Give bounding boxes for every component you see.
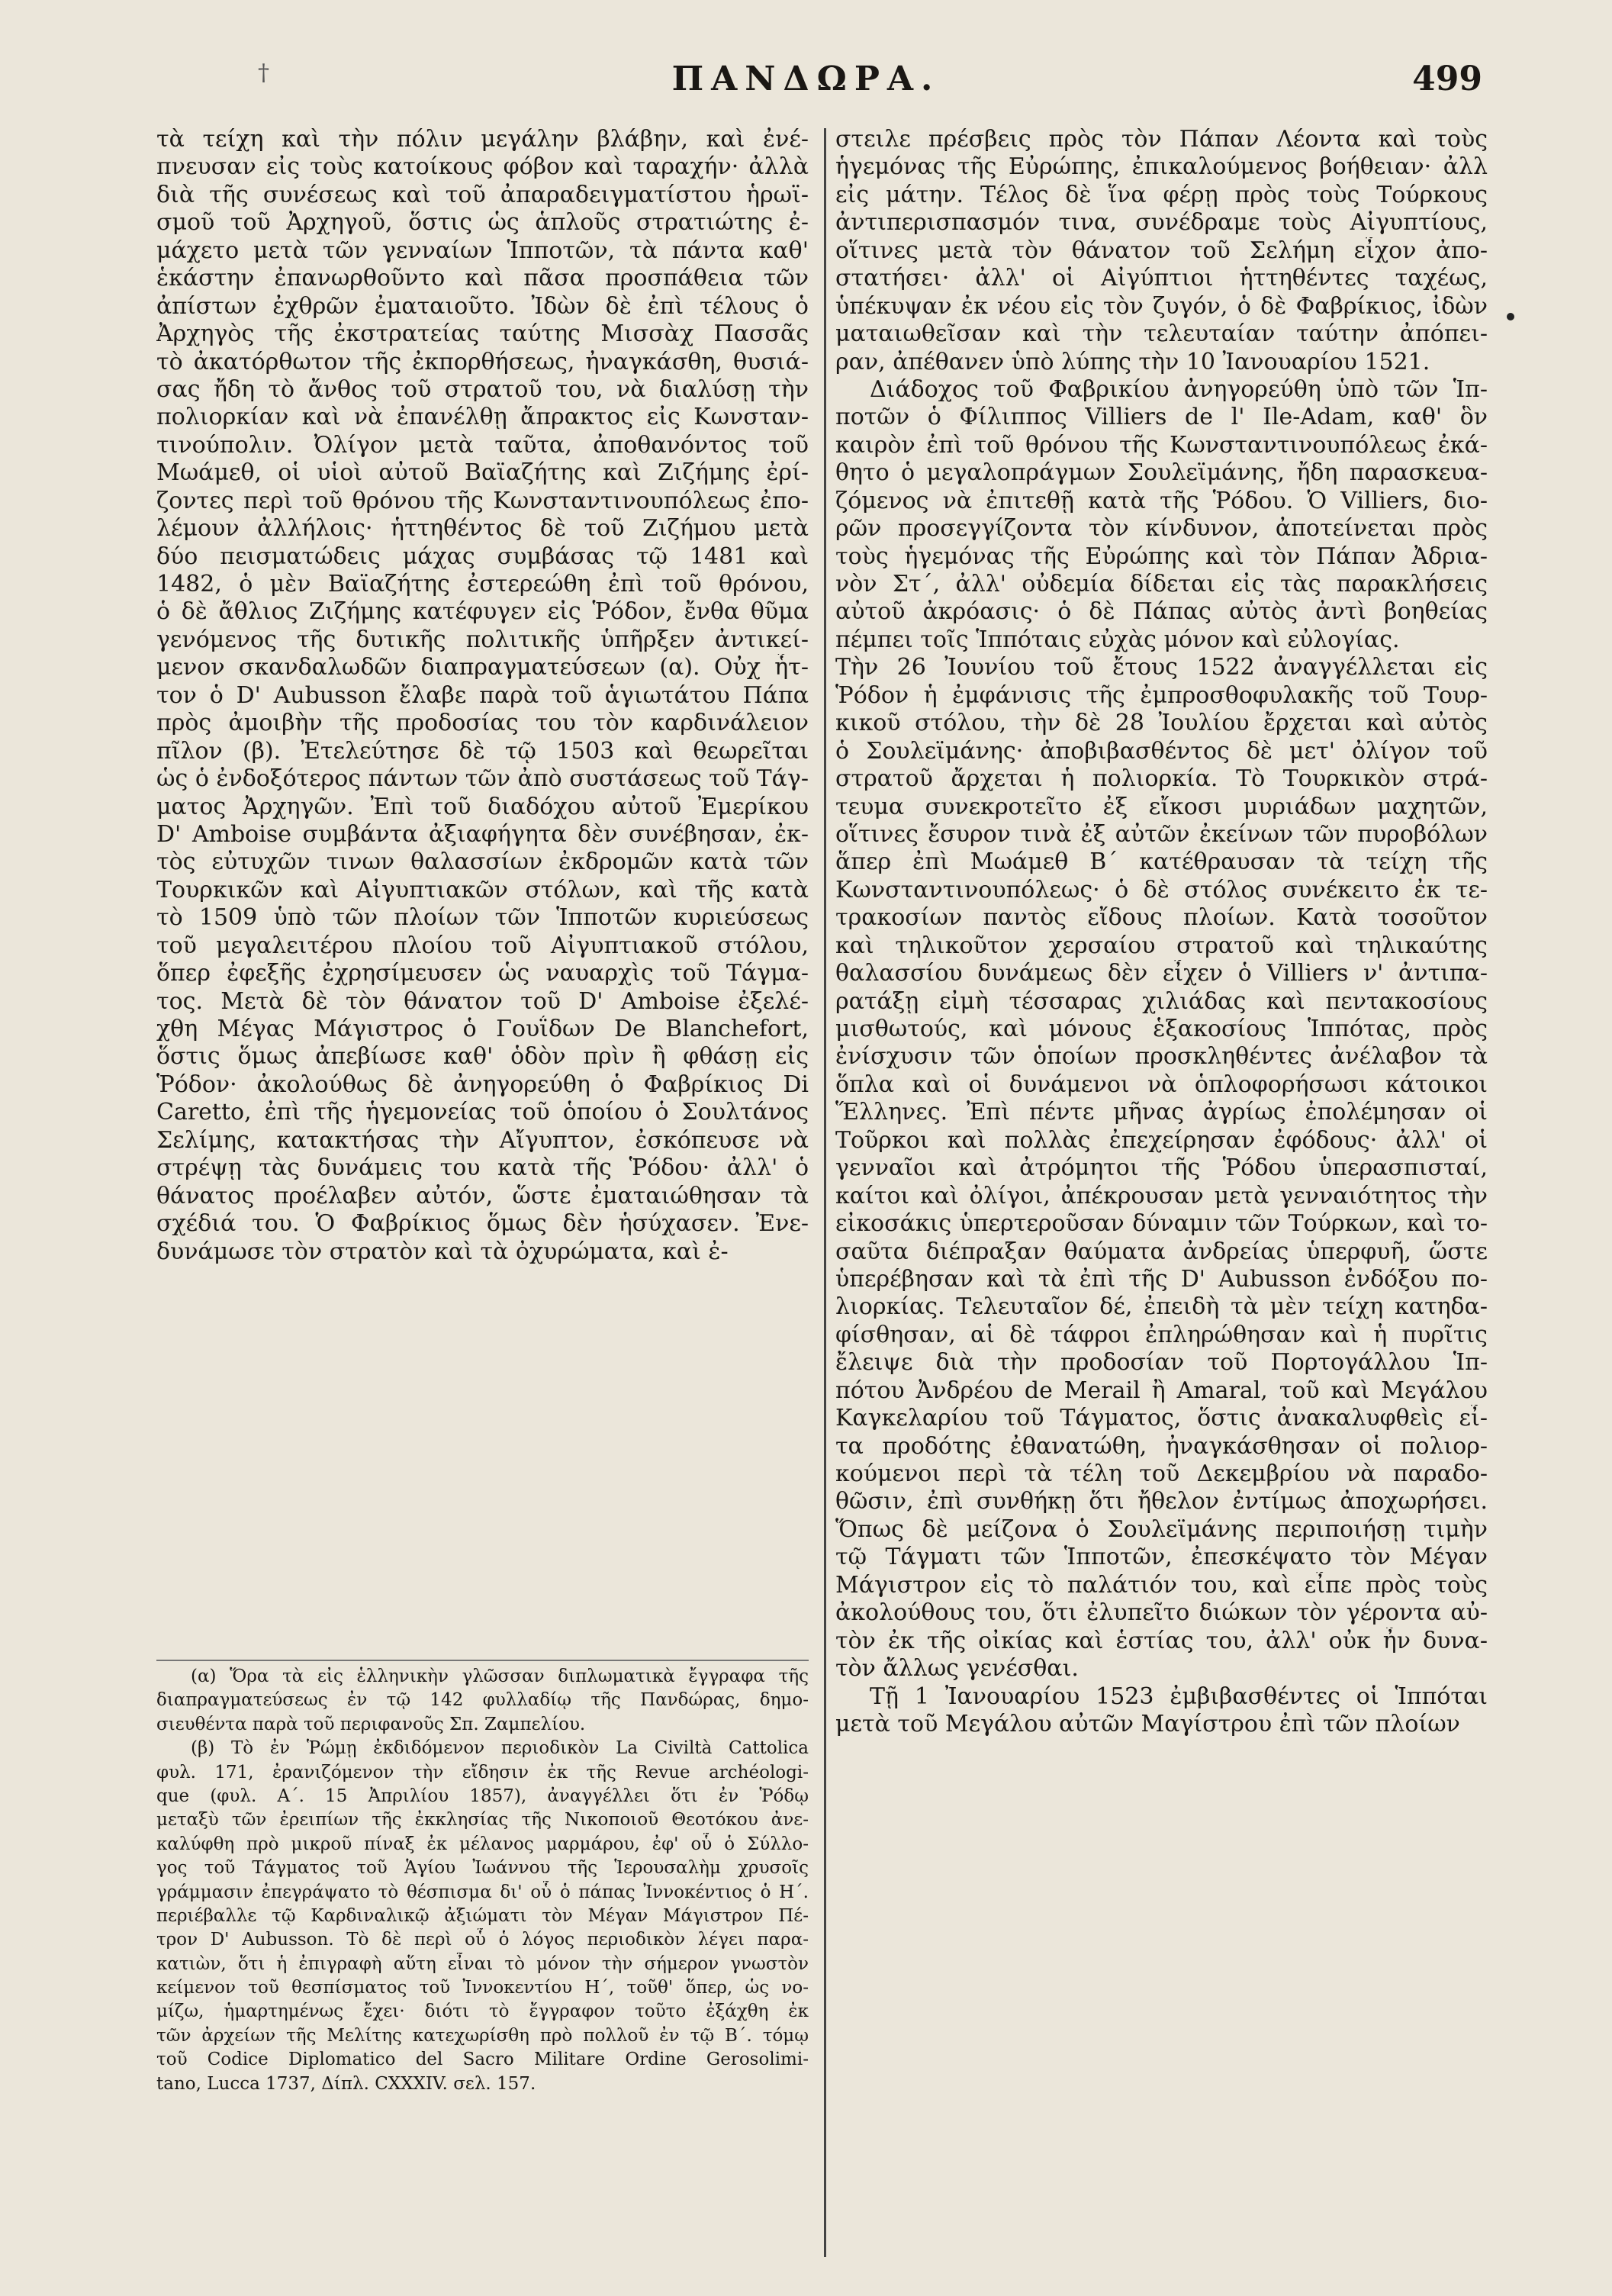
text-line: ἀκολούθους του, ὅτι ἐλυπεῖτο διώκων τὸν γέροντα αὐ- <box>835 1599 1488 1627</box>
footnote-line: τοῦ Codice Diplomatico del Sacro Militare Ordine Gerosolimi- <box>156 2050 809 2070</box>
text-line: στατήσει· ἀλλ' οἱ Αἰγύπτιοι ἡττηθέντες ταχέως, <box>835 265 1488 292</box>
text-line: χθη Μέγας Μάγιστρος ὁ Γουΐδων De Blanchefort, <box>156 1016 809 1042</box>
text-line: ἡγεμόνας τῆς Εὐρώπης, ἐπικαλούμενος βοήθειαν· ἀλλ <box>835 153 1488 181</box>
footnote-line: διαπραγματεύσεως ἐν τῷ 142 φυλλαδίῳ τῆς Πανδώρας, δημο- <box>156 1690 809 1711</box>
text-line: Τουρκικῶν καὶ Αἰγυπτιακῶν στόλων, καὶ τῆς κατὰ <box>156 876 809 903</box>
footnote-line: περιέβαλλε τῷ Καρδιναλικῷ ἀξιώματι τὸν Μέγαν Μάγιστρον Πέ- <box>156 1905 809 1926</box>
text-line: τοὺς ἡγεμόνας τῆς Εὐρώπης καὶ τὸν Πάπαν Ἀδρια- <box>835 543 1488 570</box>
footnote-line: γράμμασιν ἐπεγράψατο τὸ θέσπισμα δι' οὗ ὁ πάπας Ἰννοκέντιος ὁ Η΄. <box>156 1882 809 1902</box>
text-line: 1482, ὁ μὲν Βαϊαζήτης ἐστερεώθη ἐπὶ τοῦ θρόνου, <box>156 571 809 597</box>
text-line: ματος Ἀρχηγῶν. Ἐπὶ τοῦ διαδόχου αὐτοῦ Ἐμερίκου <box>156 793 809 820</box>
text-line: γενόμενος τῆς δυτικῆς πολιτικῆς ὑπῆρξεν ἀντικεί- <box>156 626 809 653</box>
text-line: γενναῖοι καὶ ἀτρόμητοι τῆς Ῥόδου ὑπερασπισταί, <box>835 1154 1488 1182</box>
text-line: θητο ὁ μεγαλοπράγμων Σουλεϊμάνης, ἤδη παρασκευα- <box>835 459 1488 487</box>
text-line: ρῶν προσεγγίζοντα τὸν κίνδυνον, ἀποτείνεται πρὸς <box>835 515 1488 543</box>
text-line: θῶσιν, ἐπὶ συνθήκῃ ὅτι ἤθελον ἐντίμως ἀποχωρήσει. <box>835 1488 1488 1515</box>
text-line: καὶ τηλικοῦτον χερσαίου στρατοῦ καὶ τηλικαύτης <box>835 932 1488 959</box>
text-line: λέμουν ἀλλήλοις· ἡττηθέντος δὲ τοῦ Ζιζήμου μετὰ <box>156 515 809 543</box>
text-line: Ῥόδον ἡ ἐμφάνισις τῆς ἐμπροσθοφυλακῆς τοῦ Τουρ- <box>835 681 1488 709</box>
column-divider <box>824 128 826 2257</box>
footnote-line: (α) Ὅρα τὰ εἰς ἑλληνικὴν γλῶσσαν διπλωματικὰ ἔγγραφα τῆς <box>191 1666 809 1686</box>
text-line: ὅπλα καὶ οἱ δυνάμενοι νὰ ὁπλοφορήσωσι κάτοικοι <box>835 1071 1488 1098</box>
text-line: τὸν ἐκ τῆς οἰκίας καὶ ἑστίας του, ἀλλ' οὐκ ἦν δυνα- <box>835 1627 1488 1654</box>
text-line: στρατοῦ ἄρχεται ἡ πολιορκία. Τὸ Τουρκικὸν στρά- <box>835 765 1488 793</box>
text-line: τὸ 1509 ὑπὸ τῶν πλοίων τῶν Ἱπποτῶν κυριεύσεως <box>156 904 809 932</box>
text-line: D' Amboise συμβάντα ἀξιαφήγητα δὲν συνέβησαν, ἐκ- <box>156 820 809 848</box>
text-line: τα προδότης ἐθανατώθη, ἠναγκάσθησαν οἱ πολιορ- <box>835 1432 1488 1460</box>
text-line: τινούπολιν. Ὀλίγον μετὰ ταῦτα, ἀποθανόντος τοῦ <box>156 431 809 459</box>
text-line: τὸς εὐτυχῶν τινων θαλασσίων ἐκδρομῶν κατὰ τῶν <box>156 849 809 876</box>
text-line: τὸ ἀκατόρθωτον τῆς ἐκπορθήσεως, ἠναγκάσθη, θυσιά- <box>156 348 809 375</box>
text-line: καιρὸν ἐπὶ τοῦ θρόνου τῆς Κωνσταντινουπόλεως ἐκά- <box>835 431 1488 459</box>
text-line: Διάδοχος τοῦ Φαβρικίου ἀνηγορεύθη ὑπὸ τῶν Ἱπ- <box>870 375 1488 403</box>
text-line: σαῦτα διέπραξαν θαύματα ἀνδρείας ὑπερφυῆ, ὥστε <box>835 1238 1488 1265</box>
text-line: ἅπερ ἐπὶ Μωάμεθ Β΄ κατέθραυσαν τὰ τείχη τῆς <box>835 849 1488 876</box>
text-line: τος. Μετὰ δὲ τὸν θάνατον τοῦ D' Amboise ἐξελέ- <box>156 987 809 1015</box>
text-line: τὸν ἄλλως γενέσθαι. <box>835 1655 1079 1683</box>
page-header <box>0 60 1612 113</box>
text-line: λιορκίας. Τελευταῖον δέ, ἐπειδὴ τὰ μὲν τείχη κατηδα- <box>835 1293 1488 1321</box>
text-line: εἰς μάτην. Τέλος δὲ ἵνα φέρῃ πρὸς τοὺς Τούρκους <box>835 181 1488 208</box>
text-line: ὡς ὁ ἐνδοξότερος πάντων τῶν ἀπὸ συστάσεως τοῦ Τάγ- <box>156 765 809 793</box>
text-line: ἑκάστην ἐπανωρθοῦντο καὶ πᾶσα προσπάθεια τῶν <box>156 265 809 292</box>
text-line: κούμενοι περὶ τὰ τέλη τοῦ Δεκεμβρίου νὰ παραδο- <box>835 1460 1488 1487</box>
footnote-line: μίζω, ἡμαρτημένως ἔχει· διότι τὸ ἔγγραφον τοῦτο ἐξάχθη ἐκ <box>156 2001 809 2022</box>
footnote-line: (β) Τὸ ἐν Ῥώμῃ ἐκδιδόμενον περιοδικὸν La Civiltà Cattolica <box>191 1738 809 1759</box>
left-column <box>156 126 809 1266</box>
text-line: πολιορκίαν καὶ νὰ ἐπανέλθῃ ἄπρακτος εἰς Κωνσταν- <box>156 404 809 431</box>
text-line: ὑπέκυψαν ἐκ νέου εἰς τὸν ζυγόν, ὁ δὲ Φαβρίκιος, ἰδὼν <box>835 292 1488 320</box>
page-number: 499 <box>1412 60 1482 98</box>
text-line: καίτοι καὶ ὀλίγοι, ἀπέκρουσαν μετὰ γενναιότητος τὴν <box>835 1182 1488 1209</box>
text-line: ἀντιπερισπασμόν τινα, συνέδραμε τοὺς Αἰγυπτίους, <box>835 209 1488 237</box>
footnote-line: γος τοῦ Τάγματος τοῦ Ἁγίου Ἰωάννου τῆς Ἱερουσαλὴμ χρυσοῖς <box>156 1858 809 1879</box>
text-line: ζοντες περὶ τοῦ θρόνου τῆς Κωνσταντινουπόλεως ἐπο- <box>156 487 809 514</box>
text-line: ὑπερέβησαν καὶ τὰ ἐπὶ τῆς D' Aubusson ἐνδόξου πο- <box>835 1265 1488 1293</box>
text-line: μάχετο μετὰ τῶν γενναίων Ἱπποτῶν, τὰ πάντα καθ' <box>156 237 809 264</box>
footnote-line: μεταξὺ τῶν ἐρειπίων τῆς ἐκκλησίας τῆς Νικοποιοῦ Θεοτόκου ἀνε- <box>156 1810 809 1831</box>
text-line: πέμπει τοῖς Ἱππόταις εὐχὰς μόνον καὶ εὐλογίας. <box>835 626 1400 653</box>
text-line: σχέδιά του. Ὁ Φαβρίκιος ὅμως δὲν ἡσύχασεν. Ἐνε- <box>156 1210 809 1238</box>
text-line: στρέψῃ τὰς δυνάμεις του κατὰ τῆς Ῥόδου· ἀλλ' ὁ <box>156 1154 809 1182</box>
text-line: φίσθησαν, αἱ δὲ τάφροι ἐπληρώθησαν καὶ ἡ πυρῖτις <box>835 1321 1488 1348</box>
footnote-line: que (φυλ. Α΄. 15 Ἀπριλίου 1857), ἀναγγέλλει ὅτι ἐν Ῥόδῳ <box>156 1786 809 1806</box>
text-line: δύο πεισματώδεις μάχας συμβάσας τῷ 1481 καὶ <box>156 543 809 570</box>
text-line: μισθωτούς, καὶ μόνους ἑξακοσίους Ἱππότας, πρὸς <box>835 1016 1488 1042</box>
text-line: Ὅπως δὲ μείζονα ὁ Σουλεϊμάνης περιποιήσῃ τιμὴν <box>835 1515 1488 1543</box>
text-line: νὸν Στ΄, ἀλλ' οὐδεμία δίδεται εἰς τὰς παρακλήσεις <box>835 571 1488 597</box>
text-line: ρατάξῃ εἰμὴ τέσσαρας χιλιάδας καὶ πεντακοσίους <box>835 987 1488 1015</box>
text-line: τὰ τείχη καὶ τὴν πόλιν μεγάλην βλάβην, καὶ ἐνέ- <box>156 126 809 153</box>
text-line: τον ὁ D' Aubusson ἔλαβε παρὰ τοῦ ἁγιωτάτου Πάπα <box>156 681 809 709</box>
text-line: πρὸς ἀμοιβὴν τῆς προδοσίας του τὸν καρδινάλειον <box>156 710 809 737</box>
footnote-line: tano, Lucca 1737, Δίπλ. CXXXIV. σελ. 157. <box>156 2073 536 2094</box>
text-line: σας ἤδη τὸ ἄνθος τοῦ στρατοῦ του, νὰ διαλύσῃ τὴν <box>156 375 809 403</box>
text-line: ἐνίσχυσιν τῶν ὁποίων προσκληθέντες ἀνέλαβον τὰ <box>835 1043 1488 1071</box>
dagger-mark: † <box>258 60 269 86</box>
right-column <box>835 126 1488 1738</box>
text-line: ποτῶν ὁ Φίλιππος Villiers de l' Ile-Adam, καθ' ὃν <box>835 404 1488 431</box>
text-line: πότου Ἀνδρέου de Merail ἢ Amaral, τοῦ καὶ Μεγάλου <box>835 1377 1488 1404</box>
text-line: ραν, ἀπέθανεν ὑπὸ λύπης τὴν 10 Ἰανουαρίου 1521. <box>835 348 1430 375</box>
text-line: δυνάμωσε τὸν στρατὸν καὶ τὰ ὀχυρώματα, καὶ ἐ- <box>156 1238 729 1265</box>
text-line: ζόμενος νὰ ἐπιτεθῇ κατὰ τῆς Ῥόδου. Ὁ Villiers, διο- <box>835 487 1488 514</box>
footnote-line: καλύφθη πρὸ μικροῦ πίναξ ἐκ μέλανος μαρμάρου, ἐφ' οὗ ὁ Σύλλο- <box>156 1834 809 1854</box>
text-line: Σελίμης, κατακτήσας τὴν Αἴγυπτον, ἐσκόπευσε νὰ <box>156 1126 809 1154</box>
text-line: Τὴν 26 Ἰουνίου τοῦ ἔτους 1522 ἀναγγέλλεται εἰς <box>835 654 1488 681</box>
text-line: τοῦ μεγαλειτέρου πλοίου τοῦ Αἰγυπτιακοῦ στόλου, <box>156 932 809 959</box>
text-line: εἰκοσάκις ὑπερτεροῦσαν δύναμιν τῶν Τούρκων, καὶ το- <box>835 1210 1488 1238</box>
ink-speck <box>1507 313 1514 320</box>
footnote-line: κατιὼν, ὅτι ἡ ἐπιγραφὴ αὕτη εἶναι τὸ μόνον τὴν σήμερον γνωστὸν <box>156 1953 809 1974</box>
text-line: οἵτινες μετὰ τὸν θάνατον τοῦ Σελήμη εἶχον ἀπο- <box>835 237 1488 264</box>
text-line: στειλε πρέσβεις πρὸς τὸν Πάπαν Λέοντα καὶ τοὺς <box>835 126 1488 153</box>
text-line: Τῇ 1 Ἰανουαρίου 1523 ἐμβιβασθέντες οἱ Ἱππόται <box>870 1683 1488 1710</box>
text-line: τευμα συνεκροτεῖτο ἐξ εἴκοσι μυριάδων μαχητῶν, <box>835 793 1488 820</box>
journal-title: ΠΑΝΔΩΡΑ. <box>671 60 941 98</box>
text-line: ἀπίστων ἐχθρῶν ἐματαιοῦτο. Ἰδὼν δὲ ἐπὶ τέλους ὁ <box>156 292 809 320</box>
text-line: Ῥόδον· ἀκολούθως δὲ ἀνηγορεύθη ὁ Φαβρίκιος Di <box>156 1071 809 1098</box>
text-line: ὁ Σουλεϊμάνης· ἀποβιβασθέντος δὲ μετ' ὀλίγον τοῦ <box>835 737 1488 765</box>
footnotes <box>156 1665 809 2096</box>
text-line: τῷ Τάγματι τῶν Ἱπποτῶν, ἐπεσκέψατο τὸν Μέγαν <box>835 1544 1488 1571</box>
text-line: μενον σκανδαλωδῶν διαπραγματεύσεων (α). Οὐχ ἧτ- <box>156 654 809 681</box>
footnote-line: τῶν ἀρχείων τῆς Μελίτης κατεχωρίσθη πρὸ πολλοῦ ἐν τῷ Β΄. τόμῳ <box>156 2025 809 2046</box>
text-line: ὁ δὲ ἄθλιος Ζιζήμης κατέφυγεν εἰς Ῥόδον, ἔνθα θῦμα <box>156 598 809 626</box>
text-line: Caretto, ἐπὶ τῆς ἡγεμονείας τοῦ ὁποίου ὁ Σουλτάνος <box>156 1099 809 1126</box>
text-line: θάνατος προέλαβεν αὐτόν, ὥστε ἐματαιώθησαν τὰ <box>156 1182 809 1209</box>
footnote-rule <box>156 1660 809 1661</box>
text-line: Μωάμεθ, οἱ υἱοὶ αὐτοῦ Βαϊαζήτης καὶ Ζιζήμης ἐρί- <box>156 459 809 487</box>
text-line: ἔλειψε διὰ τὴν προδοσίαν τοῦ Πορτογάλλου Ἱπ- <box>835 1349 1488 1377</box>
text-line: Μάγιστρον εἰς τὸ παλάτιόν του, καὶ εἶπε πρὸς τοὺς <box>835 1571 1488 1599</box>
text-line: αὐτοῦ ἀκρόασις· ὁ δὲ Πάπας αὐτὸς ἀντὶ βοηθείας <box>835 598 1488 626</box>
text-line: ὅστις ὅμως ἀπεβίωσε καθ' ὁδὸν πρὶν ἢ φθάσῃ εἰς <box>156 1043 809 1071</box>
text-line: ματαιωθεῖσαν καὶ τὴν τελευταίαν ταύτην ἀπόπει- <box>835 320 1488 348</box>
footnote-line: φυλ. 171, ἐρανιζόμενον τὴν εἴδησιν ἐκ τῆς Revue archéologi- <box>156 1762 809 1782</box>
text-line: μετὰ τοῦ Μεγάλου αὐτῶν Μαγίστρου ἐπὶ τῶν πλοίων <box>835 1710 1460 1737</box>
text-line: θαλασσίου δυνάμεως δὲν εἶχεν ὁ Villiers ν' ἀντιπα- <box>835 960 1488 987</box>
text-line: Τοῦρκοι καὶ πολλὰς ἐπεχείρησαν ἐφόδους· ἀλλ' οἱ <box>835 1126 1488 1154</box>
text-line: σμοῦ τοῦ Ἀρχηγοῦ, ὅστις ὡς ἁπλοῦς στρατιώτης ἐ- <box>156 209 809 237</box>
text-line: πνευσαν εἰς τοὺς κατοίκους φόβον καὶ ταραχήν· ἀλλὰ <box>156 153 809 181</box>
text-line: Ἀρχηγὸς τῆς ἐκστρατείας ταύτης Μισσὰχ Πασσᾶς <box>156 320 809 348</box>
footnote-line: σιευθέντα παρὰ τοῦ περιφανοῦς Σπ. Ζαμπελίου. <box>156 1714 586 1734</box>
text-line: Ἕλληνες. Ἐπὶ πέντε μῆνας ἀγρίως ἐπολέμησαν οἱ <box>835 1099 1488 1126</box>
footnote-line: κείμενον τοῦ θεσπίσματος τοῦ Ἰννοκεντίου Η΄, τοῦθ' ὅπερ, ὡς νο- <box>156 1978 809 1998</box>
footnote-line: τρον D' Aubusson. Τὸ δὲ περὶ οὗ ὁ λόγος περιοδικὸν λέγει παρα- <box>156 1930 809 1950</box>
text-line: Καγκελαρίου τοῦ Τάγματος, ὅστις ἀνακαλυφθεὶς εἶ- <box>835 1405 1488 1432</box>
text-line: τρακοσίων παντὸς εἴδους πλοίων. Κατὰ τοσοῦτον <box>835 904 1488 932</box>
text-line: Κωνσταντινουπόλεως· ὁ δὲ στόλος συνέκειτο ἐκ τε- <box>835 876 1488 903</box>
text-line: διὰ τῆς συνέσεως καὶ τοῦ ἀπαραδειγματίστου ἡρωϊ- <box>156 181 809 208</box>
text-line: κικοῦ στόλου, τὴν δὲ 28 Ἰουλίου ἔρχεται καὶ αὐτὸς <box>835 710 1488 737</box>
text-line: πῖλον (β). Ἐτελεύτησε δὲ τῷ 1503 καὶ θεωρεῖται <box>156 737 809 765</box>
text-line: ὅπερ ἐφεξῆς ἐχρησίμευσεν ὡς ναυαρχὶς τοῦ Τάγμα- <box>156 960 809 987</box>
text-line: οἵτινες ἔσυρον τινὰ ἐξ αὐτῶν ἐκείνων τῶν πυροβόλων <box>835 820 1488 848</box>
